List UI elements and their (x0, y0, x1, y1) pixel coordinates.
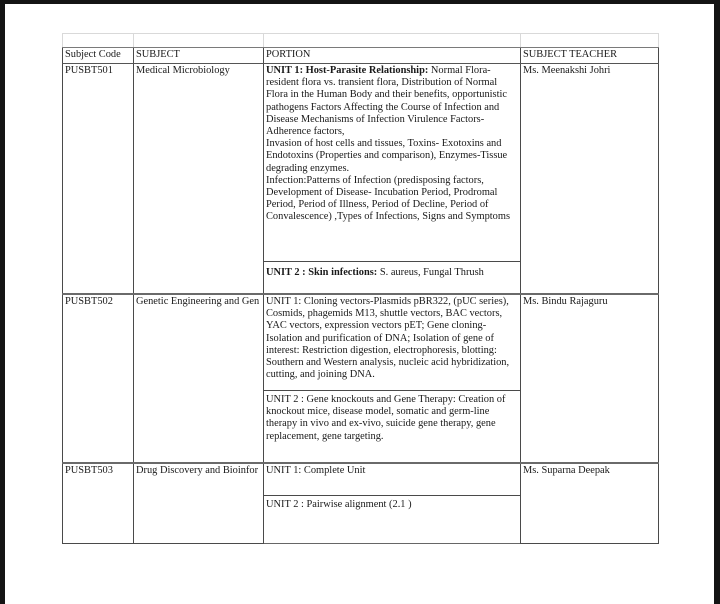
table-row (63, 463, 659, 496)
header-subject: SUBJECT (134, 48, 264, 64)
header-subject-teacher: SUBJECT TEACHER (521, 48, 659, 64)
unit-1-cell (264, 463, 521, 496)
table-row (63, 294, 659, 391)
unit-body: UNIT 2 : Gene knockouts and Gene Therapy: Creation of knockout mice, disease model, somatic and germ-line therapy in vivo and ex-vivo, suicide gene therapy, gene replacement, gene targeting. (266, 394, 506, 442)
unit-2-cell (264, 496, 521, 544)
unit-2-cell (264, 262, 521, 295)
unit-title: UNIT 2 : Skin infections: (266, 267, 378, 278)
header-subject-code: Subject Code (63, 48, 134, 64)
syllabus-table (62, 33, 659, 544)
subject-teacher-cell: Ms. Bindu Rajaguru (521, 294, 659, 463)
unit-body: UNIT 1: Complete Unit (266, 465, 366, 476)
unit-2-cell (264, 391, 521, 464)
subject-teacher-cell: Ms. Meenakshi Johri (521, 64, 659, 295)
empty-cell (63, 34, 134, 48)
document-page (5, 4, 714, 604)
subject-cell: Medical Microbiology (134, 64, 264, 295)
subject-code-cell: PUSBT501 (63, 64, 134, 295)
table-row (63, 64, 659, 262)
empty-top-row (63, 34, 659, 48)
unit-line: Invasion of host cells and tissues, Toxins- Exotoxins and Endotoxins (Properties and comparison), Enzymes-Tissue degrading enzymes. (266, 138, 508, 174)
unit-line: Infection:Patterns of Infection (predisposing factors, Development of Disease- Incubation Period, Prodromal Period, Period of Illness, Period of Decline, Period of Convalescence) ,Types of Infections, Signs and Symptoms (266, 174, 510, 223)
unit-body: UNIT 2 : Pairwise alignment (2.1 ) (266, 499, 412, 510)
subject-cell: Drug Discovery and Bioinfor (134, 463, 264, 544)
header-row (63, 48, 659, 64)
empty-cell (521, 34, 659, 48)
unit-title: UNIT 1: Host-Parasite Relationship: (266, 65, 429, 76)
subject-teacher-cell: Ms. Suparna Deepak (521, 463, 659, 544)
unit-1-cell (264, 294, 521, 391)
empty-cell (134, 34, 264, 48)
unit-body: UNIT 1: Cloning vectors-Plasmids pBR322, (pUC series), Cosmids, phagemids M13, shuttle vectors, BAC vectors, YAC vectors, expression vectors pET; Gene cloning-Isolation and purification of DNA; Isolation of gene of interest: Restriction digestion, electrophoresis, blotting: Southern and Western analysis, nucleic acid hybridization, cutting, and joining DNA. (266, 296, 510, 381)
unit-body: S. aureus, Fungal Thrush (377, 267, 484, 278)
unit-body: Normal Flora-resident flora vs. transient flora, Distribution of Normal Flora in the Human Body and their benefits, opportunistic pathogens Factors Affecting the Course of Infection and Disease Mechanisms of Infection Virulence Factors- Adherence factors, (266, 65, 507, 138)
header-portion: PORTION (264, 48, 521, 64)
empty-cell (264, 34, 521, 48)
subject-cell: Genetic Engineering and Gen (134, 294, 264, 463)
subject-code-cell: PUSBT502 (63, 294, 134, 463)
unit-1-cell (264, 64, 521, 262)
subject-code-cell: PUSBT503 (63, 463, 134, 544)
